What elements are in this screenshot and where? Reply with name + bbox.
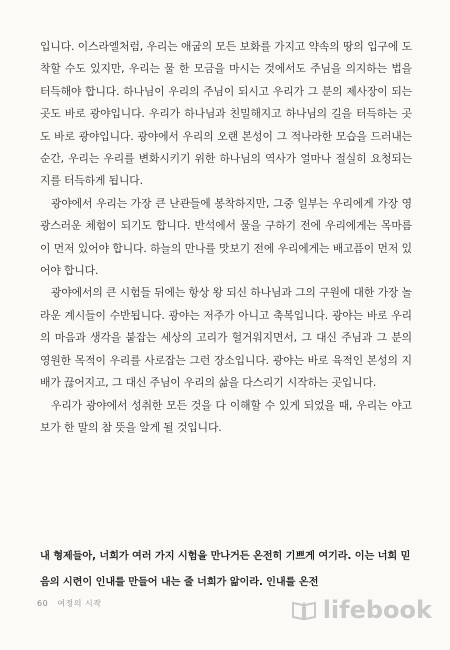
watermark [291,596,432,624]
scripture-quote: 내 형제들아, 너희가 여러 가지 시험을 만나거든 온전히 기쁘게 여기라. 이는 너희 믿음의 시련이 인내를 만들어 내는 줄 너희가 앎이라. 인내를 온전 [40,551,411,588]
paragraph: 입니다. 이스라엘처럼, 우리는 애굽의 모든 보화를 가지고 약속의 땅의 입구에 도착할 수도 있지만, 우리는 물 한 모금을 마시는 것에서도 주님을 의지하는 법을 터득해야 합니다. 하나님이 우리의 주님이 되시고 우리가 그 분의 제사장이 되는 곳도 바로 광야입니다. 우리가 하나님과 친밀해지고 하나님의 길을 터득하는 곳도 바로 광야입니다. 광야에서 우리의 오랜 본성이 그 적나라한 모습을 드러내는 순간, 우리는 우리를 변화시키기 위한 하나님의 역사가 얼마나 절실히 요청되는지를 터득하게 됩니다. [40,40,412,188]
body-text [40,36,412,439]
page-number: 60 [37,599,49,608]
paragraph: 광야에서의 큰 시험들 뒤에는 항상 왕 되신 하나님과 그의 구원에 대한 가장 놀라운 계시들이 수반됩니다. 광야는 저주가 아니고 축복입니다. 광야는 바로 우리의 마음과 생각을 붙잡는 세상의 고리가 헐거워지면서, 그 대신 주님과 그 분의 영원한 목적이 우리를 사로잡는 그런 장소입니다. 광야는 바로 육적인 본성의 지배가 끊어지고, 그 대신 주님이 우리의 삶을 다스리기 시작하는 곳입니다. [40,286,412,390]
watermark-text: lifebook [322,596,432,624]
paragraph: 우리가 광야에서 성취한 모든 것을 다 이해할 수 있게 되었을 때, 우리는 야고보가 한 말의 참 뜻을 알게 될 것입니다. [40,398,412,434]
section-title: 여정의 시작 [57,599,102,608]
book-icon [291,599,317,621]
page-footer [37,598,101,609]
paragraph: 광야에서 우리는 가장 큰 난관들에 봉착하지만, 그중 일부는 우리에게 가장 영광스러운 체험이 되기도 합니다. 반석에서 물을 구하기 전에 우리에게는 목마름이 먼저 있어야 합니다. 하늘의 만나를 맛보기 전에 우리에게는 배고픔이 먼저 있어야 합니다. [40,196,412,278]
